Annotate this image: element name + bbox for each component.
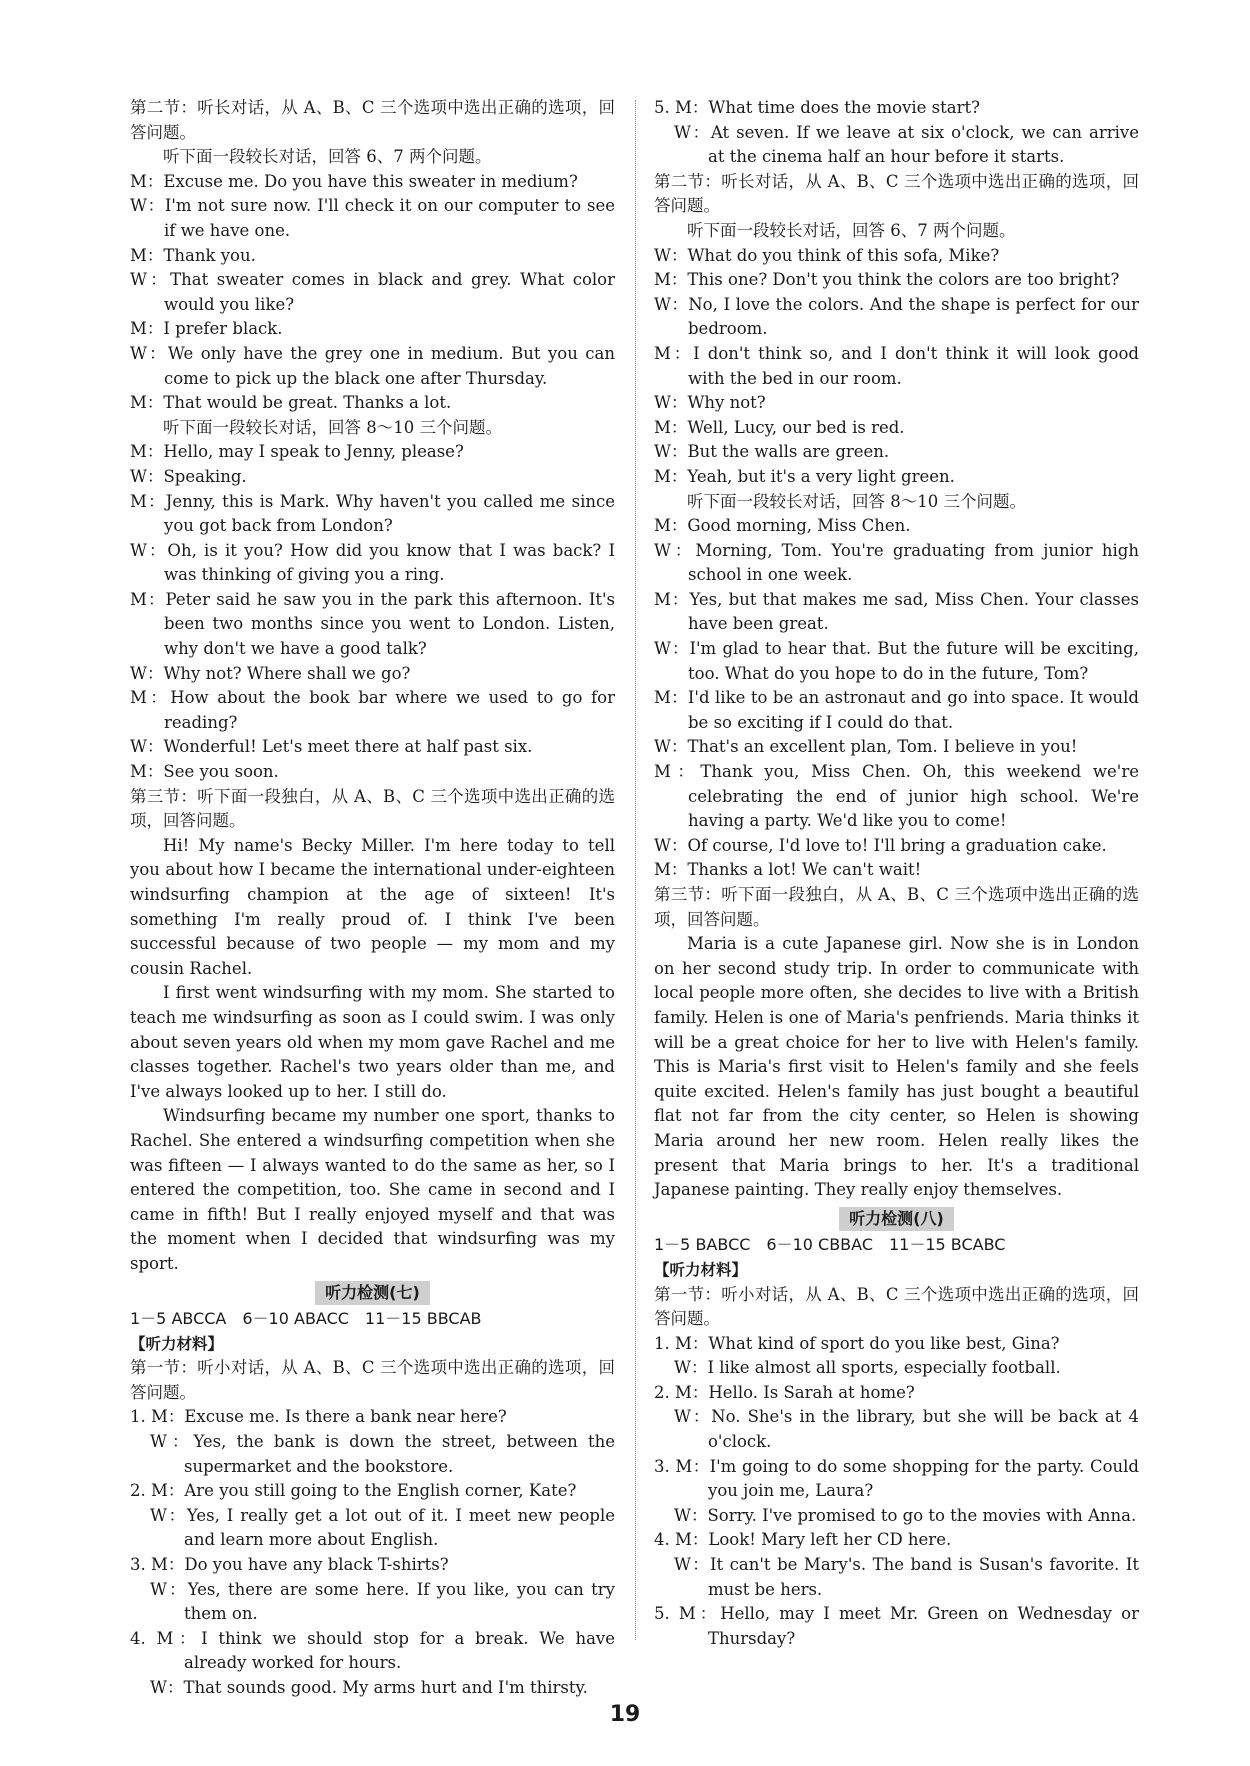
answer-key: 1－5 ABCCA 6－10 ABACC 11－15 BBCAB <box>130 1309 482 1329</box>
dialogue-line: M：Well, Lucy, our bed is red. <box>654 417 905 437</box>
dialogue-line: M：I prefer black. <box>130 319 283 339</box>
answer-line: W：Yes, the bank is down the street, between the supermarket and the bookstore. <box>150 1432 615 1476</box>
dialogue-line: M：Hello, may I speak to Jenny, please? <box>130 442 464 462</box>
answer-line: W：At seven. If we leave at six o'clock, we can arrive at the cinema half an hour before it starts. <box>674 122 1139 167</box>
dialogue-line: W：Wonderful! Let's meet there at half past six. <box>130 737 533 757</box>
instruction: 听下面一段较长对话，回答 6、7 两个问题。 <box>163 147 492 167</box>
dialogue-line: W：Of course, I'd love to! I'll bring a graduation cake. <box>654 835 1107 855</box>
question-line: 1. M：What kind of sport do you like best, Gina? <box>654 1333 1060 1353</box>
dialogue-line: W：Why not? Where shall we go? <box>130 663 411 683</box>
dialogue-line: M：Peter said he saw you in the park this afternoon. It's been two months since you went to London. Listen, why don't we have a good talk? <box>130 589 615 659</box>
question-line: 4. M：I think we should stop for a break. We have already worked for hours. <box>130 1628 615 1673</box>
dialogue-line: M：That would be great. Thanks a lot. <box>130 393 452 413</box>
dialogue-line: W：But the walls are green. <box>654 442 890 462</box>
dialogue-line: M：I'd like to be an astronaut and go into space. It would be so exciting if I could do that. <box>654 688 1139 732</box>
dialogue-line: M：Thank you. <box>130 245 256 265</box>
material-label: 【听力材料】 <box>654 1260 748 1279</box>
dialogue-line: W：That's an excellent plan, Tom. I believe in you! <box>654 737 1078 757</box>
question-line: 5. M：Hello, may I meet Mr. Green on Wednesday or Thursday? <box>654 1604 1139 1648</box>
answer-line: W：Sorry. I've promised to go to the movies with Anna. <box>674 1505 1137 1525</box>
question-line: 1. M：Excuse me. Is there a bank near here? <box>130 1407 507 1427</box>
dialogue-line: W：I'm not sure now. I'll check it on our computer to see if we have one. <box>130 196 615 240</box>
question-line: 2. M：Are you still going to the English corner, Kate? <box>130 1481 577 1501</box>
dialogue-line: W：What do you think of this sofa, Mike? <box>654 245 1000 265</box>
question-line: 2. M：Hello. Is Sarah at home? <box>654 1382 915 1402</box>
section-heading: 第三节：听下面一段独白，从 A、B、C 三个选项中选出正确的选项，回答问题。 <box>130 786 615 831</box>
question-line: 3. M：I'm going to do some shopping for the party. Could you join me, Laura? <box>654 1456 1139 1501</box>
section-heading: 第一节：听小对话，从 A、B、C 三个选项中选出正确的选项，回答问题。 <box>130 1358 615 1402</box>
dialogue-line: M：Jenny, this is Mark. Why haven't you called me since you got back from London? <box>130 491 615 536</box>
dialogue-line: M：Yeah, but it's a very light green. <box>654 466 955 486</box>
section-heading: 第二节：听长对话，从 A、B、C 三个选项中选出正确的选项，回答问题。 <box>130 98 615 142</box>
dialogue-line: M：How about the book bar where we used to go for reading? <box>130 688 615 732</box>
instruction: 听下面一段较长对话，回答 8～10 三个问题。 <box>687 491 1026 511</box>
test-title: 听力检测(七) <box>130 1281 615 1306</box>
dialogue-line: W：I'm glad to hear that. But the future will be exciting, too. What do you hope to do in the future, Tom? <box>654 639 1139 683</box>
section-heading: 第三节：听下面一段独白，从 A、B、C 三个选项中选出正确的选项，回答问题。 <box>654 885 1139 929</box>
answer-line: W：I like almost all sports, especially football. <box>674 1358 1061 1378</box>
section-heading: 第一节：听小对话，从 A、B、C 三个选项中选出正确的选项，回答问题。 <box>654 1284 1139 1329</box>
dialogue-line: M：See you soon. <box>130 762 279 782</box>
answer-line: W：No. She's in the library, but she will be back at 4 o'clock. <box>674 1407 1139 1452</box>
dialogue-line: M：Yes, but that makes me sad, Miss Chen. Your classes have been great. <box>654 589 1139 634</box>
answer-key: 1－5 BABCC 6－10 CBBAC 11－15 BCABC <box>654 1235 1006 1255</box>
dialogue-line: M：Thanks a lot! We can't wait! <box>654 860 922 880</box>
right-column <box>654 96 1139 1651</box>
dialogue-line: W：No, I love the colors. And the shape is perfect for our bedroom. <box>654 294 1139 339</box>
dialogue-line: M：Thank you, Miss Chen. Oh, this weekend we're celebrating the end of junior high school. We're having a party. We'd like you to come! <box>654 762 1139 831</box>
dialogue-line: W：Oh, is it you? How did you know that I was back? I was thinking of giving you a ring. <box>130 540 615 585</box>
dialogue-line: M：Good morning, Miss Chen. <box>654 516 911 536</box>
dialogue-line: M：This one? Don't you think the colors are too bright? <box>654 270 1120 290</box>
monologue-paragraph: Maria is a cute Japanese girl. Now she is in London on her second study trip. In order to communicate with local people more often, she decides to live with a British family. Helen is one of Maria's penfriends. Maria thinks it will be a great choice for her to live with Helen's family. This is Maria's first visit to Helen's family and she feels quite excited. Helen's family has just bought a beautiful flat not far from the city center, so Helen is showing Maria around her new room. Helen really likes the present that Maria brings to her. It's a traditional Japanese painting. They really enjoy themselves. <box>654 934 1139 1200</box>
column-divider <box>635 100 636 1640</box>
answer-line: W：Yes, I really get a lot out of it. I meet new people and learn more about English. <box>150 1505 615 1550</box>
instruction: 听下面一段较长对话，回答 8～10 三个问题。 <box>163 417 502 437</box>
page-number: 19 <box>609 1702 641 1727</box>
dialogue-line: M：I don't think so, and I don't think it will look good with the bed in our room. <box>654 343 1139 388</box>
instruction: 听下面一段较长对话，回答 6、7 两个问题。 <box>687 220 1016 240</box>
dialogue-line: W：Why not? <box>654 393 766 413</box>
question-line: 3. M：Do you have any black T-shirts? <box>130 1555 449 1575</box>
answer-line: W：It can't be Mary's. The band is Susan's favorite. It must be hers. <box>674 1555 1139 1599</box>
dialogue-line: W：Morning, Tom. You're graduating from junior high school in one week. <box>654 540 1139 585</box>
question-line: 5. M：What time does the movie start? <box>654 98 980 117</box>
dialogue-line: M：Excuse me. Do you have this sweater in medium? <box>130 171 578 191</box>
material-label: 【听力材料】 <box>130 1334 224 1353</box>
question-line: 4. M：Look! Mary left her CD here. <box>654 1530 952 1550</box>
dialogue-line: W：We only have the grey one in medium. But you can come to pick up the black one after Thursday. <box>130 343 615 388</box>
left-column <box>130 96 615 1701</box>
section-heading: 第二节：听长对话，从 A、B、C 三个选项中选出正确的选项，回答问题。 <box>654 171 1139 216</box>
monologue-paragraph: Windsurfing became my number one sport, thanks to Rachel. She entered a windsurfing competition when she was fifteen — I always wanted to do the same as her, so I entered the competition, too. She came in second and I came in fifth! But I really enjoyed myself and that was the moment when I decided that windsurfing was my sport. <box>130 1106 615 1273</box>
answer-line: W：That sounds good. My arms hurt and I'm thirsty. <box>150 1678 588 1697</box>
test-title: 听力检测(八) <box>654 1207 1139 1232</box>
monologue-paragraph: I first went windsurfing with my mom. She started to teach me windsurfing as soon as I could swim. I was only about seven years old when my mom gave Rachel and me classes together. Rachel's two years older than me, and I've always looked up to her. I still do. <box>130 983 615 1101</box>
monologue-paragraph: Hi! My name's Becky Miller. I'm here today to tell you about how I became the international under-eighteen windsurfing champion at the age of sixteen! It's something I'm really proud of. I think I've been successful because of two people — my mom and my cousin Rachel. <box>130 835 615 978</box>
answer-line: W：Yes, there are some here. If you like, you can try them on. <box>150 1579 615 1624</box>
dialogue-line: W：Speaking. <box>130 466 247 486</box>
dialogue-line: W：That sweater comes in black and grey. What color would you like? <box>130 270 615 314</box>
